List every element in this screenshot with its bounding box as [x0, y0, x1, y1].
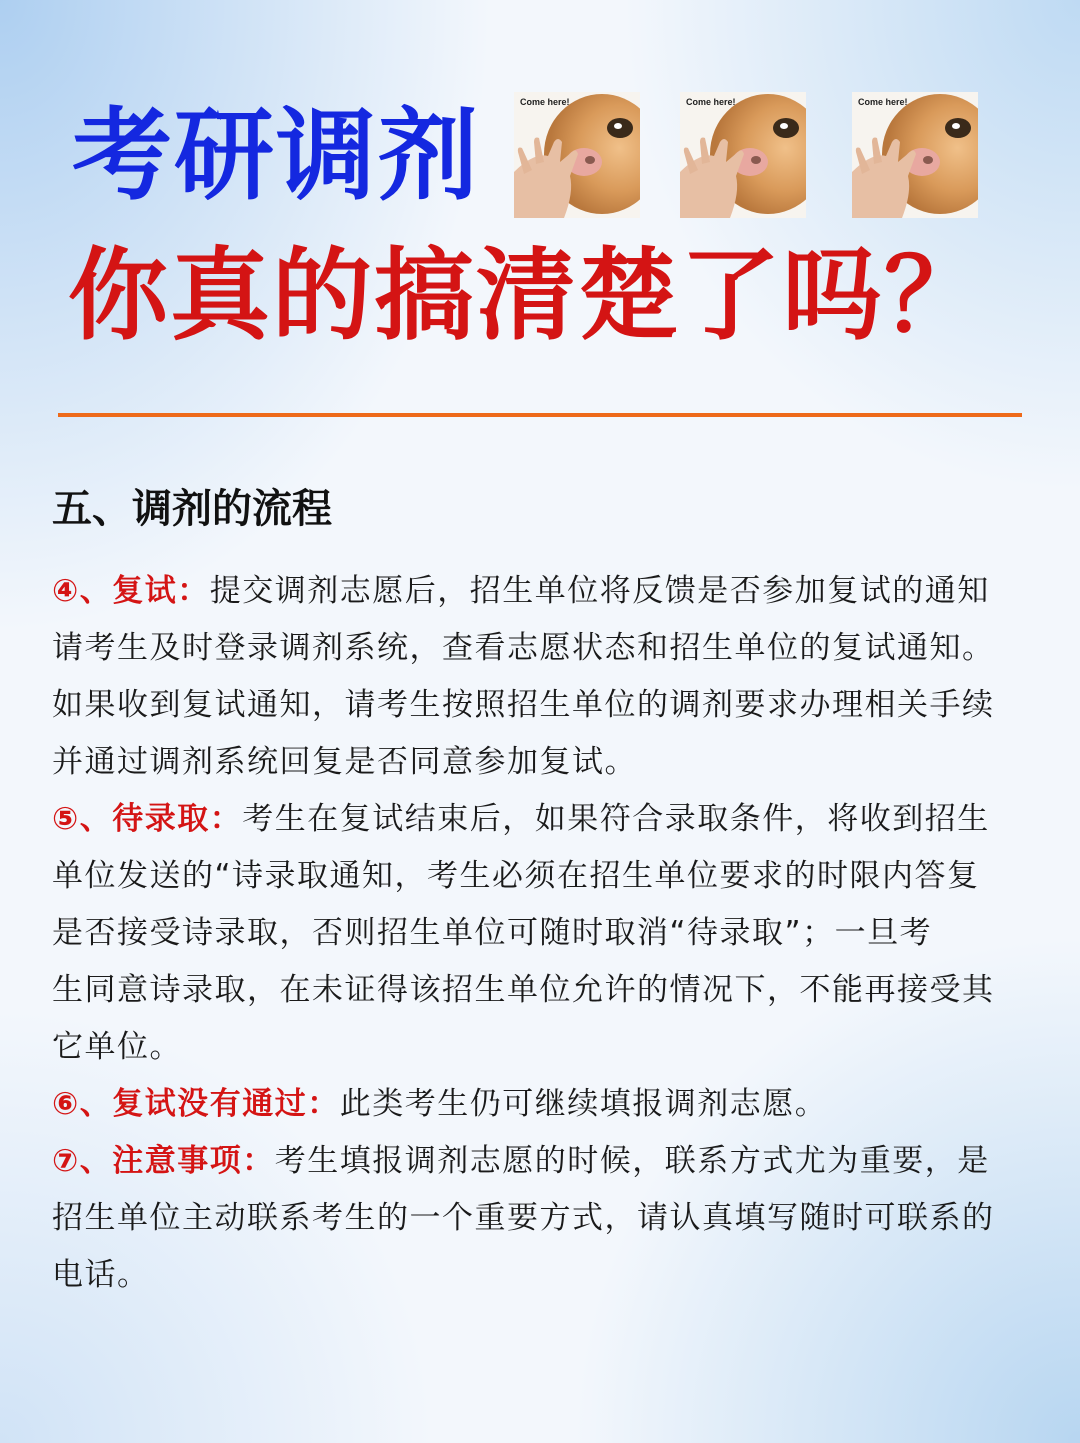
title-line-1: 考研调剂 — [72, 97, 480, 214]
paragraph-label: ⑥、复试没有通过： — [52, 1086, 340, 1122]
paragraph-label: ④、复试： — [52, 573, 210, 609]
title-line-2: 你真的搞清楚了吗？ — [68, 237, 986, 354]
paragraph-text: 考生在复试结束后，如果符合录取条件，将收到招生 — [242, 801, 990, 837]
section-title: 五、调剂的流程 — [52, 486, 332, 532]
paragraph-label: ⑤、待录取： — [52, 801, 243, 837]
paragraph-retest-failed — [52, 1076, 1032, 1133]
paragraph-pending-admission — [52, 791, 1032, 1076]
paragraph-line: 单位发送的“诗录取通知，考生必须在招生单位要求的时限内答复 — [52, 858, 980, 894]
paragraph-line: 生同意诗录取，在未证得该招生单位允许的情况下，不能再接受其 — [52, 972, 995, 1008]
header-divider — [58, 413, 1022, 417]
paragraph-line: 如果收到复试通知，请考生按照招生单位的调剂要求办理相关手续 — [52, 687, 995, 723]
paragraph-notes — [52, 1133, 1032, 1304]
paragraph-line — [52, 1133, 1032, 1190]
paragraph-text: 提交调剂志愿后，招生单位将反馈是否参加复试的通知 — [209, 573, 990, 609]
paragraph-text: 此类考生仍可继续填报调剂志愿。 — [339, 1086, 828, 1122]
paragraph-retest — [52, 563, 1032, 791]
paragraph-line — [52, 791, 1032, 848]
sticker-1 — [514, 92, 640, 218]
paragraph-line: 电话。 — [52, 1257, 150, 1293]
sticker-caption: Come here! — [520, 97, 570, 107]
cat-reaching-icon — [852, 92, 978, 218]
paragraph-text: 考生填报调剂志愿的时候，联系方式尤为重要，是 — [274, 1143, 990, 1179]
section-content — [52, 563, 1032, 1304]
paragraph-line: 招生单位主动联系考生的一个重要方式，请认真填写随时可联系的 — [52, 1200, 995, 1236]
sticker-3 — [852, 92, 978, 218]
sticker-2 — [680, 92, 806, 218]
sticker-caption: Come here! — [858, 97, 908, 107]
paragraph-line: 它单位。 — [52, 1029, 182, 1065]
paragraph-line: 请考生及时登录调剂系统，查看志愿状态和招生单位的复试通知。 — [52, 630, 995, 666]
paragraph-line — [52, 1076, 1032, 1133]
sticker-caption: Come here! — [686, 97, 736, 107]
paragraph-line: 并通过调剂系统回复是否同意参加复试。 — [52, 744, 637, 780]
paragraph-line: 是否接受诗录取，否则招生单位可随时取消“待录取”；一旦考 — [52, 915, 933, 951]
cat-reaching-icon — [514, 92, 640, 218]
cat-reaching-icon — [680, 92, 806, 218]
paragraph-label: ⑦、注意事项： — [52, 1143, 275, 1179]
paragraph-line — [52, 563, 1032, 620]
